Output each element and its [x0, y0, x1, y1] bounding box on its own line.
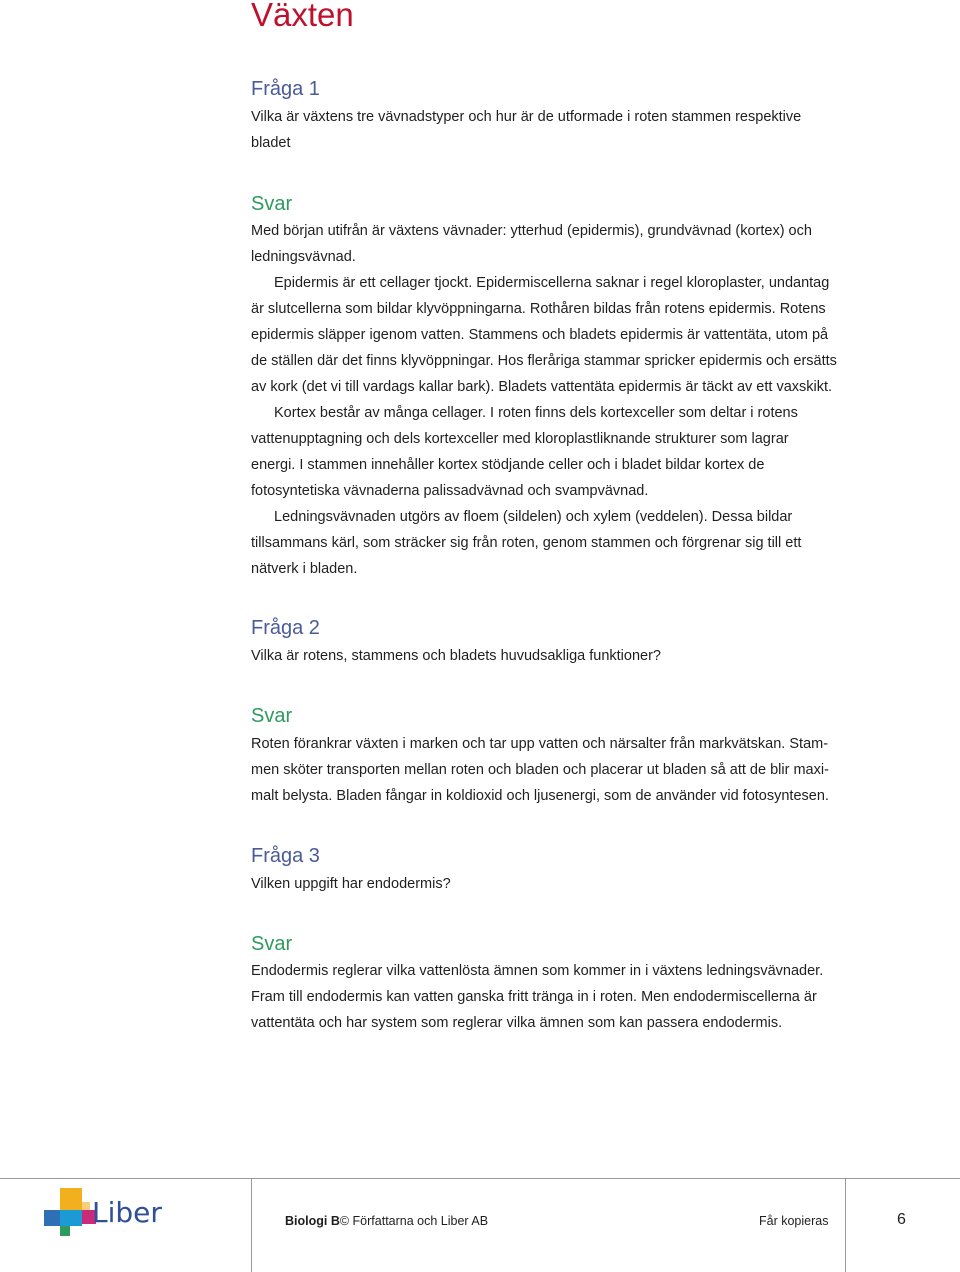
text-line: bladet — [251, 135, 291, 151]
question-3-text — [251, 871, 851, 897]
answer-2-heading: Svar — [251, 705, 293, 727]
text-line: Vilken uppgift har endodermis? — [251, 876, 451, 892]
question-1-heading: Fråga 1 — [251, 78, 320, 100]
answer-1-text — [251, 218, 851, 582]
text-line: ledningsvävnad. — [251, 249, 356, 265]
text-line: energi. I stammen innehåller kortex stödjande celler och i bladet bildar kortex de — [251, 457, 765, 473]
copyright-text: © Författarna och Liber AB — [339, 1214, 489, 1228]
page-number: 6 — [897, 1211, 906, 1228]
text-line: fotosyntetiska vävnaderna palissadvävnad och svampvävnad. — [251, 483, 649, 499]
text-line: tillsammans kärl, som sträcker sig från roten, genom stammen och förgrenar sig till ett — [251, 535, 802, 551]
answer-3-text — [251, 958, 851, 1036]
answer-1-heading: Svar — [251, 193, 293, 215]
logo-text: Liber — [92, 1196, 162, 1229]
text-line: de ställen där det finns klyvöppningar. Hos fleråriga stammar spricker epidermis och ersätts — [251, 353, 837, 369]
question-2-heading: Fråga 2 — [251, 617, 320, 639]
copy-permission: Får kopieras — [759, 1214, 829, 1228]
text-line: Vilka är rotens, stammens och bladets huvudsakliga funktioner? — [251, 648, 661, 664]
question-2-text — [251, 643, 851, 669]
text-line: är slutcellerna som bildar klyvöppningarna. Rothåren bildas från rotens epidermis. Rotens — [251, 301, 826, 317]
text-line: av kork (det vi till vardags kallar bark). Bladets vattentäta epidermis är täckt av ett vaxskikt. — [251, 379, 833, 395]
text-line: Endodermis reglerar vilka vattenlösta ämnen som kommer in i växtens ledningsvävnader. — [251, 963, 824, 979]
page-title: Växten — [251, 0, 354, 33]
text-line: Kortex består av många cellager. I roten finns dels kortexceller som deltar i rotens — [274, 405, 798, 421]
text-line: malt belysta. Bladen fångar in koldioxid och ljusenergi, som de använder vid fotosyntesen. — [251, 788, 829, 804]
text-line: Vilka är växtens tre vävnadstyper och hur är de utformade i roten stammen respektive — [251, 109, 802, 125]
text-line: vattentäta och har system som reglerar vilka ämnen som kan passera endodermis. — [251, 1015, 783, 1031]
answer-3-heading: Svar — [251, 933, 293, 955]
question-3-heading: Fråga 3 — [251, 845, 320, 867]
text-line: Fram till endodermis kan vatten ganska fritt tränga in i roten. Men endodermiscellerna är — [251, 989, 817, 1005]
text-line: Roten förankrar växten i marken och tar upp vatten och närsalter från markvätskan. Stam- — [251, 736, 829, 752]
text-line: Ledningsvävnaden utgörs av floem (sildelen) och xylem (veddelen). Dessa bildar — [274, 509, 793, 525]
question-1-text — [251, 104, 851, 156]
text-line: vattenupptagning och dels kortexceller med kloroplastliknande strukturer som lagrar — [251, 431, 789, 447]
text-line: Epidermis är ett cellager tjockt. Epidermiscellerna saknar i regel kloroplaster, undantag — [274, 275, 830, 291]
footer-divider-right — [845, 1178, 846, 1272]
answer-2-text — [251, 731, 851, 809]
text-line: epidermis släpper igenom vatten. Stammens och bladets epidermis är vattentäta, utom på — [251, 327, 829, 343]
footer-divider — [0, 1178, 960, 1179]
book-title: Biologi B — [285, 1214, 340, 1228]
text-line: Med början utifrån är växtens vävnader: ytterhud (epidermis), grundvävnad (kortex) och — [251, 223, 812, 239]
text-line: men sköter transporten mellan roten och bladen och placerar ut bladen så att de blir maxi- — [251, 762, 829, 778]
footer-divider-left — [251, 1178, 252, 1272]
footer-book-info — [285, 1214, 488, 1228]
text-line: nätverk i bladen. — [251, 561, 358, 577]
